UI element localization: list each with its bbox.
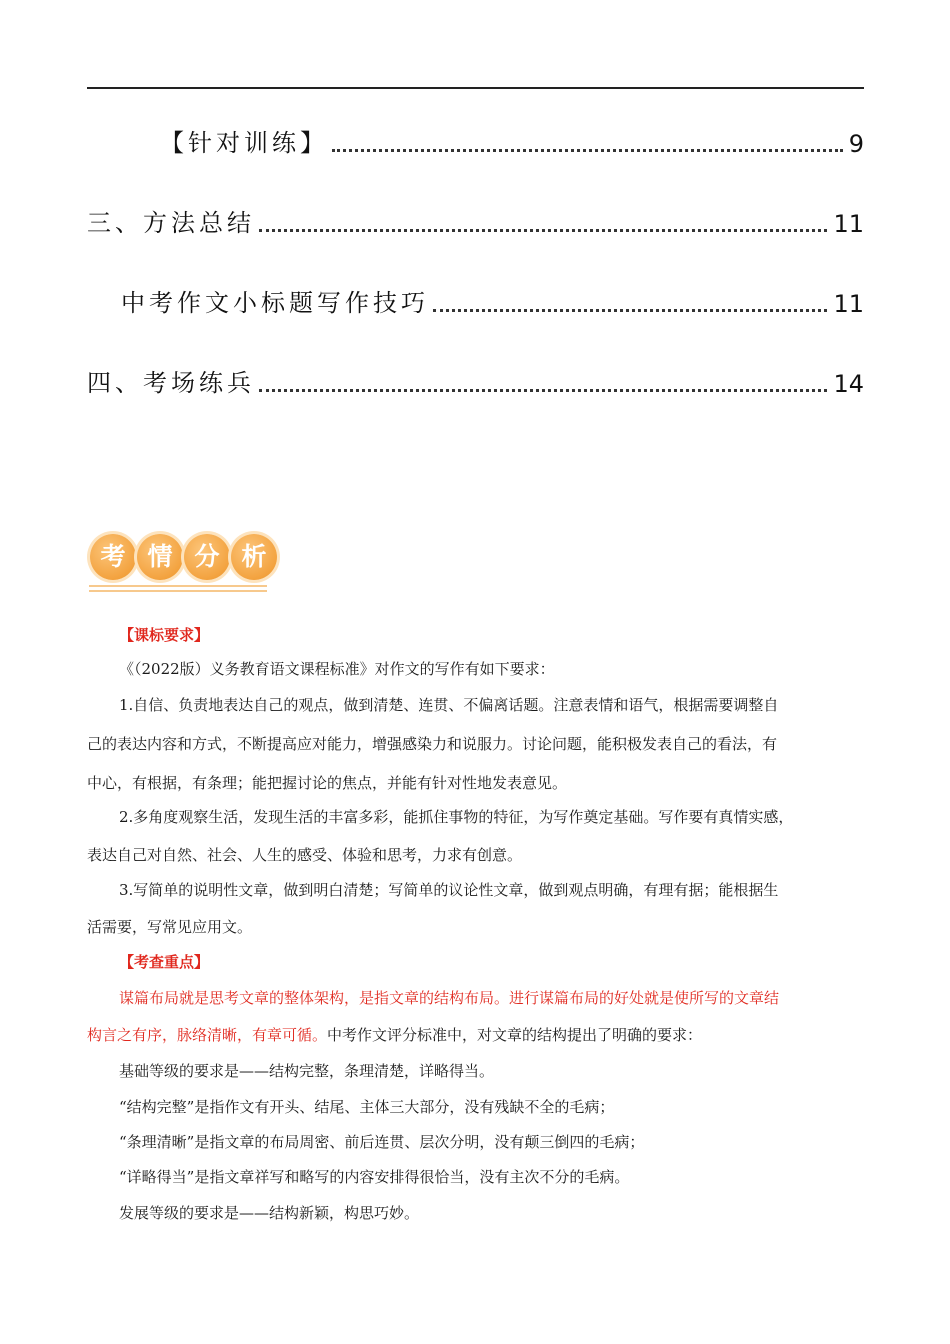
paragraph-structure-complete: “结构完整”是指作文有开头、结尾、主体三大部分，没有残缺不全的毛病； [119,1098,615,1116]
paragraph-basic-level: 基础等级的要求是——结构完整，条理清楚，详略得当。 [119,1062,495,1080]
paragraph-1-line: 己的表达内容和方式，不断提高应对能力，增强感染力和说服力。讨论问题，能积极发表自己的看法，有 [87,735,778,753]
badge-underline [89,590,267,592]
toc-label: 【针对训练】 [160,129,328,157]
toc-leader-dots [332,149,843,152]
paragraph-clear-organization: “条理清晰”是指文章的布局周密、前后连贯、层次分明，没有颠三倒四的毛病； [119,1133,645,1151]
paragraph-1-line: 1.自信、负责地表达自己的观点，做到清楚、连贯、不偏离话题。注意表情和语气，根据需要调整自 [119,696,779,714]
paragraph-focus-line: 谋篇布局就是思考文章的整体架构，是指文章的结构布局。进行谋篇布局的好处就是使所写的文章结 [119,989,780,1007]
badge-char: 考 [90,534,136,580]
toc-entry-exam-practice[interactable] [87,364,864,398]
section-badge-exam-analysis [87,534,273,592]
toc-page-number: 9 [848,130,864,158]
paragraph-3-line: 3.写简单的说明性文章，做到明白清楚；写简单的议论性文章，做到观点明确，有理有据；能根据生 [119,881,779,899]
badge-char: 分 [184,534,230,580]
toc-page-number: 11 [833,290,864,318]
paragraph-2-line: 表达自己对自然、社会、人生的感受、体验和思考，力求有创意。 [87,846,523,864]
toc-page-number: 11 [833,210,864,238]
header-rule [87,87,864,89]
paragraph-1-line: 中心，有根据，有条理；能把握讨论的焦点，并能有针对性地发表意见。 [87,774,568,792]
toc-entry-subtitle-tips[interactable] [121,284,864,318]
toc-leader-dots [433,309,827,312]
toc-page-number: 14 [833,370,864,398]
toc-label: 三、方法总结 [87,209,255,237]
paragraph-intro: 《（2022版）义务教育语文课程标准》对作文的写作有如下要求： [119,660,555,678]
toc-leader-dots [259,389,827,392]
badge-char: 情 [137,534,183,580]
paragraph-development-level: 发展等级的要求是——结构新颖，构思巧妙。 [119,1204,420,1222]
plain-text: 中考作文评分标准中，对文章的结构提出了明确的要求： [327,1026,703,1044]
paragraph-3-line: 活需要，写常见应用文。 [87,918,253,936]
toc-entry-method-summary[interactable] [87,204,864,238]
paragraph-focus-line [87,1024,877,1045]
heading-curriculum-requirements: 【课标要求】 [119,626,210,644]
badge-char: 析 [231,534,277,580]
highlighted-text: 构言之有序，脉络清晰，有章可循。 [87,1026,328,1044]
paragraph-2-line: 2.多角度观察生活，发现生活的丰富多彩，能抓住事物的特征，为写作奠定基础。写作要有真情实感， [119,808,794,826]
toc-label: 四、考场练兵 [87,369,255,397]
toc-entry-targeted-training[interactable] [160,124,864,158]
heading-exam-focus: 【考查重点】 [119,953,210,971]
toc-label: 中考作文小标题写作技巧 [121,289,429,317]
paragraph-proper-detail: “详略得当”是指文章祥写和略写的内容安排得很恰当，没有主次不分的毛病。 [119,1168,630,1186]
badge-underline [89,585,267,587]
toc-leader-dots [259,229,827,232]
